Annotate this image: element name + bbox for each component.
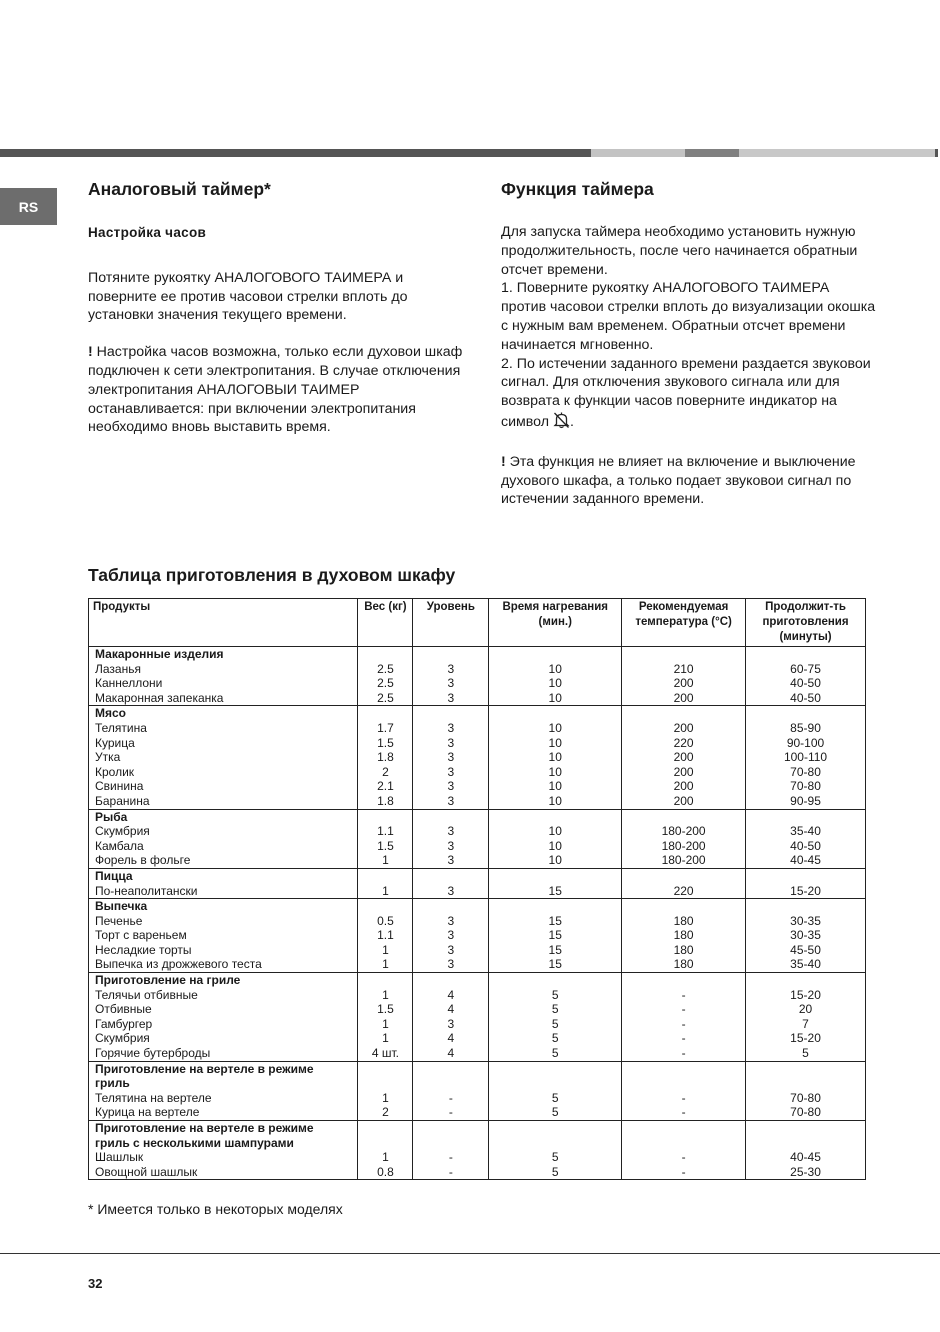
value-cell: 100-110 xyxy=(746,750,866,765)
clock-setup-subtitle: Настройка часов xyxy=(88,225,207,240)
value-cell: 3 xyxy=(413,928,489,943)
product-cell: Баранина xyxy=(89,794,358,809)
value-cell: 15-20 xyxy=(746,884,866,899)
value-cell: 1 xyxy=(358,957,413,972)
value-cell: 200 xyxy=(622,779,746,794)
value-cell: 45-50 xyxy=(746,943,866,958)
product-cell: Макаронная запеканка xyxy=(89,691,358,706)
timer-step-2-end: . xyxy=(570,413,574,430)
value-cell: 10 xyxy=(489,691,622,706)
value-cell: 180 xyxy=(622,928,746,943)
table-row xyxy=(89,943,866,958)
table-row xyxy=(89,884,866,899)
table-row xyxy=(89,676,866,691)
timer-function-section xyxy=(501,178,876,527)
value-cell: 5 xyxy=(489,1031,622,1046)
empty-cell xyxy=(622,973,746,988)
empty-cell xyxy=(622,809,746,824)
value-cell: 180 xyxy=(622,957,746,972)
table-group-row xyxy=(89,868,866,883)
product-cell: Курица на вертеле xyxy=(89,1105,358,1120)
column-header: Вес (кг) xyxy=(358,599,413,647)
product-cell: Скумбрия xyxy=(89,1031,358,1046)
empty-cell xyxy=(358,706,413,721)
table-row xyxy=(89,721,866,736)
empty-cell xyxy=(413,809,489,824)
group-name: Выпечка xyxy=(89,899,358,914)
empty-cell xyxy=(746,809,866,824)
table-row xyxy=(89,928,866,943)
empty-cell xyxy=(746,706,866,721)
product-cell: Торт с вареньем xyxy=(89,928,358,943)
table-row xyxy=(89,1031,866,1046)
clock-note-text: Настройка часов возможна, только если духовои шкаф подключен к сети электропитания. В случае отключения электропитания АНАЛОГОВЫИ ТАИМЕР останавливается: при включении электропитания необходимо вновь выставить время. xyxy=(88,344,463,436)
value-cell: 200 xyxy=(622,721,746,736)
value-cell: 15 xyxy=(489,884,622,899)
value-cell: 5 xyxy=(489,1150,622,1165)
value-cell: 35-40 xyxy=(746,824,866,839)
value-cell: 4 xyxy=(413,1031,489,1046)
empty-cell xyxy=(358,1121,413,1151)
value-cell: 10 xyxy=(489,721,622,736)
empty-cell xyxy=(489,1121,622,1151)
value-cell: 70-80 xyxy=(746,1091,866,1106)
value-cell: 1 xyxy=(358,1091,413,1106)
table-row xyxy=(89,794,866,809)
value-cell: 0.8 xyxy=(358,1165,413,1180)
value-cell: - xyxy=(622,1150,746,1165)
table-row xyxy=(89,662,866,677)
value-cell: 10 xyxy=(489,824,622,839)
table-row xyxy=(89,750,866,765)
value-cell: 2.5 xyxy=(358,691,413,706)
value-cell: 5 xyxy=(746,1046,866,1061)
value-cell: 3 xyxy=(413,662,489,677)
value-cell: 200 xyxy=(622,794,746,809)
product-cell: Телятина на вертеле xyxy=(89,1091,358,1106)
empty-cell xyxy=(622,868,746,883)
table-row xyxy=(89,779,866,794)
value-cell: 4 xyxy=(413,1002,489,1017)
value-cell: 1.8 xyxy=(358,750,413,765)
value-cell: 3 xyxy=(413,691,489,706)
column-header: Рекомендуемая температура (°C) xyxy=(622,599,746,647)
empty-cell xyxy=(489,809,622,824)
value-cell: 10 xyxy=(489,853,622,868)
value-cell: 40-50 xyxy=(746,691,866,706)
value-cell: 70-80 xyxy=(746,765,866,780)
header-bar-segment xyxy=(739,149,935,157)
empty-cell xyxy=(413,899,489,914)
table-group-row xyxy=(89,899,866,914)
product-cell: Овощной шашлык xyxy=(89,1165,358,1180)
value-cell: 5 xyxy=(489,988,622,1003)
value-cell: 10 xyxy=(489,736,622,751)
table-row xyxy=(89,691,866,706)
value-cell: 35-40 xyxy=(746,957,866,972)
value-cell: 3 xyxy=(413,914,489,929)
value-cell: 1.5 xyxy=(358,839,413,854)
value-cell: 15 xyxy=(489,928,622,943)
value-cell: 180 xyxy=(622,914,746,929)
value-cell: 1.1 xyxy=(358,928,413,943)
table-group-row xyxy=(89,706,866,721)
value-cell: 180 xyxy=(622,943,746,958)
value-cell: 3 xyxy=(413,779,489,794)
table-row xyxy=(89,1091,866,1106)
value-cell: - xyxy=(622,1165,746,1180)
value-cell: 10 xyxy=(489,779,622,794)
bell-crossed-icon xyxy=(553,411,570,435)
group-name: Мясо xyxy=(89,706,358,721)
empty-cell xyxy=(489,1061,622,1091)
timer-step-2-text: 2. По истечении заданного времени раздается звуковои сигнал. Для отключения звукового сигнала или для возврата к функции часов поверните индикатор на символ xyxy=(501,355,871,430)
value-cell: - xyxy=(622,988,746,1003)
group-name: Приготовление на гриле xyxy=(89,973,358,988)
value-cell: 2.5 xyxy=(358,676,413,691)
value-cell: 200 xyxy=(622,691,746,706)
value-cell: 210 xyxy=(622,662,746,677)
value-cell: 3 xyxy=(413,884,489,899)
value-cell: 70-80 xyxy=(746,779,866,794)
product-cell: Утка xyxy=(89,750,358,765)
value-cell: 4 xyxy=(413,1046,489,1061)
empty-cell xyxy=(489,973,622,988)
product-cell: По-неаполитански xyxy=(89,884,358,899)
value-cell: 3 xyxy=(413,750,489,765)
value-cell: 1 xyxy=(358,853,413,868)
value-cell: 40-50 xyxy=(746,839,866,854)
header-color-bar xyxy=(0,149,940,157)
empty-cell xyxy=(489,706,622,721)
value-cell: 3 xyxy=(413,794,489,809)
value-cell: - xyxy=(622,1017,746,1032)
value-cell: 15 xyxy=(489,914,622,929)
header-bar-end xyxy=(935,149,938,157)
cooking-table-title: Таблица приготовления в духовом шкафу xyxy=(88,565,456,585)
timer-step-1: 1. Поверните рукоятку АНАЛОГОВОГО ТАИМЕРА против часовои стрелки вплоть до визуализации окошка с нужным вам временем. Обратныи отсчет времени начинается мгновенно. xyxy=(501,280,876,353)
value-cell: 4 шт. xyxy=(358,1046,413,1061)
timer-step-2 xyxy=(501,355,876,435)
product-cell: Камбала xyxy=(89,839,358,854)
value-cell: - xyxy=(622,1105,746,1120)
value-cell: 180-200 xyxy=(622,839,746,854)
table-row xyxy=(89,736,866,751)
product-cell: Отбивные xyxy=(89,1002,358,1017)
value-cell: 10 xyxy=(489,662,622,677)
product-cell: Телятина xyxy=(89,721,358,736)
empty-cell xyxy=(746,1061,866,1091)
value-cell: 4 xyxy=(413,988,489,1003)
value-cell: 90-95 xyxy=(746,794,866,809)
value-cell: 1 xyxy=(358,943,413,958)
product-cell: Кролик xyxy=(89,765,358,780)
value-cell: 220 xyxy=(622,736,746,751)
product-cell: Курица xyxy=(89,736,358,751)
table-row xyxy=(89,839,866,854)
empty-cell xyxy=(746,868,866,883)
footnote: * Имеется только в некоторых моделях xyxy=(88,1201,343,1217)
table-group-row xyxy=(89,1061,866,1091)
empty-cell xyxy=(413,1061,489,1091)
value-cell: 1 xyxy=(358,1150,413,1165)
table-row xyxy=(89,957,866,972)
table-row xyxy=(89,1017,866,1032)
value-cell: 5 xyxy=(489,1165,622,1180)
value-cell: - xyxy=(622,1091,746,1106)
value-cell: - xyxy=(413,1091,489,1106)
value-cell: 5 xyxy=(489,1017,622,1032)
value-cell: 1 xyxy=(358,988,413,1003)
product-cell: Горячие бутерброды xyxy=(89,1046,358,1061)
value-cell: 1 xyxy=(358,1031,413,1046)
product-cell: Каннеллони xyxy=(89,676,358,691)
product-cell: Лазанья xyxy=(89,662,358,677)
table-row xyxy=(89,1105,866,1120)
value-cell: 15 xyxy=(489,957,622,972)
page-number: 32 xyxy=(88,1276,103,1291)
product-cell: Телячьи отбивные xyxy=(89,988,358,1003)
timer-note-text: Эта функция не влияет на включение и выключение духового шкафа, а только подает звуковои сигнал по истечении заданного времени. xyxy=(501,453,856,508)
product-cell: Форель в фольге xyxy=(89,853,358,868)
value-cell: 200 xyxy=(622,750,746,765)
value-cell: 85-90 xyxy=(746,721,866,736)
value-cell: 40-45 xyxy=(746,1150,866,1165)
value-cell: 180-200 xyxy=(622,853,746,868)
value-cell: 10 xyxy=(489,765,622,780)
column-header: Продукты xyxy=(89,599,358,647)
group-name: Рыба xyxy=(89,809,358,824)
value-cell: 40-45 xyxy=(746,853,866,868)
value-cell: 5 xyxy=(489,1002,622,1017)
clock-setup-paragraph: Потяните рукоятку АНАЛОГОВОГО ТАИМЕРА и поверните ее против часовои стрелки вплоть до установки значения текущего времени. xyxy=(88,269,408,324)
empty-cell xyxy=(622,647,746,662)
value-cell: 1.5 xyxy=(358,736,413,751)
table-row xyxy=(89,1046,866,1061)
value-cell: 1.8 xyxy=(358,794,413,809)
analog-timer-title: Аналоговый таймер* xyxy=(88,179,271,199)
value-cell: 200 xyxy=(622,765,746,780)
value-cell: 3 xyxy=(413,824,489,839)
value-cell: 3 xyxy=(413,721,489,736)
value-cell: 1 xyxy=(358,1017,413,1032)
value-cell: 3 xyxy=(413,957,489,972)
value-cell: 40-50 xyxy=(746,676,866,691)
empty-cell xyxy=(413,1121,489,1151)
column-header: Уровень xyxy=(413,599,489,647)
value-cell: 1.1 xyxy=(358,824,413,839)
empty-cell xyxy=(622,706,746,721)
value-cell: 3 xyxy=(413,853,489,868)
value-cell: 0.5 xyxy=(358,914,413,929)
empty-cell xyxy=(358,973,413,988)
product-cell: Гамбургер xyxy=(89,1017,358,1032)
product-cell: Шашлык xyxy=(89,1150,358,1165)
timer-note-paragraph xyxy=(501,453,876,509)
group-name: Приготовление на вертеле в режиме гриль с несколькими шампурами xyxy=(89,1121,358,1151)
value-cell: 15-20 xyxy=(746,988,866,1003)
footer-divider xyxy=(0,1253,940,1254)
empty-cell xyxy=(413,973,489,988)
empty-cell xyxy=(746,1121,866,1151)
empty-cell xyxy=(358,868,413,883)
empty-cell xyxy=(622,1121,746,1151)
value-cell: 20 xyxy=(746,1002,866,1017)
table-row xyxy=(89,1002,866,1017)
empty-cell xyxy=(413,706,489,721)
value-cell: 1.7 xyxy=(358,721,413,736)
value-cell: 10 xyxy=(489,676,622,691)
value-cell: 3 xyxy=(413,839,489,854)
header-bar-segment xyxy=(0,149,591,157)
value-cell: 2.5 xyxy=(358,662,413,677)
empty-cell xyxy=(622,1061,746,1091)
value-cell: 60-75 xyxy=(746,662,866,677)
table-row xyxy=(89,1165,866,1180)
group-name: Пицца xyxy=(89,868,358,883)
value-cell: 2 xyxy=(358,765,413,780)
timer-intro-block xyxy=(501,223,876,435)
value-cell: - xyxy=(622,1046,746,1061)
table-row xyxy=(89,1150,866,1165)
analog-timer-section xyxy=(88,178,468,455)
value-cell: 3 xyxy=(413,943,489,958)
value-cell: 1 xyxy=(358,884,413,899)
value-cell: 5 xyxy=(489,1105,622,1120)
value-cell: 10 xyxy=(489,839,622,854)
table-group-row xyxy=(89,1121,866,1151)
value-cell: 7 xyxy=(746,1017,866,1032)
product-cell: Скумбрия xyxy=(89,824,358,839)
cooking-table xyxy=(88,598,866,1180)
table-group-row xyxy=(89,809,866,824)
empty-cell xyxy=(413,868,489,883)
product-cell: Свинина xyxy=(89,779,358,794)
value-cell: 2 xyxy=(358,1105,413,1120)
value-cell: 5 xyxy=(489,1046,622,1061)
value-cell: 10 xyxy=(489,750,622,765)
value-cell: 200 xyxy=(622,676,746,691)
empty-cell xyxy=(489,899,622,914)
value-cell: 3 xyxy=(413,736,489,751)
timer-intro-paragraph: Для запуска таймера необходимо установить нужную продолжительность, после чего начинается обратныи отсчет времени. xyxy=(501,224,858,278)
product-cell: Выпечка из дрожжевого теста xyxy=(89,957,358,972)
empty-cell xyxy=(358,899,413,914)
warning-mark: ! xyxy=(501,453,506,470)
value-cell: 1.5 xyxy=(358,1002,413,1017)
empty-cell xyxy=(358,809,413,824)
table-row xyxy=(89,765,866,780)
value-cell: 15 xyxy=(489,943,622,958)
value-cell: 90-100 xyxy=(746,736,866,751)
empty-cell xyxy=(413,647,489,662)
column-header: Продолжит-ть приготовления (минуты) xyxy=(746,599,866,647)
empty-cell xyxy=(746,973,866,988)
table-row xyxy=(89,988,866,1003)
value-cell: 30-35 xyxy=(746,928,866,943)
table-group-row xyxy=(89,973,866,988)
group-name: Макаронные изделия xyxy=(89,647,358,662)
value-cell: 70-80 xyxy=(746,1105,866,1120)
value-cell: 2.1 xyxy=(358,779,413,794)
value-cell: 180-200 xyxy=(622,824,746,839)
section-tab: RS xyxy=(0,188,57,225)
value-cell: - xyxy=(622,1002,746,1017)
empty-cell xyxy=(489,868,622,883)
value-cell: 10 xyxy=(489,794,622,809)
header-bar-segment xyxy=(591,149,685,157)
empty-cell xyxy=(746,647,866,662)
timer-function-title: Функция таймера xyxy=(501,179,654,199)
empty-cell xyxy=(746,899,866,914)
value-cell: 30-35 xyxy=(746,914,866,929)
value-cell: - xyxy=(413,1150,489,1165)
value-cell: 3 xyxy=(413,1017,489,1032)
table-header-row xyxy=(89,599,866,647)
table-body xyxy=(89,647,866,1180)
warning-mark: ! xyxy=(88,344,93,361)
value-cell: 220 xyxy=(622,884,746,899)
empty-cell xyxy=(358,1061,413,1091)
value-cell: - xyxy=(413,1165,489,1180)
group-name: Приготовление на вертеле в режиме гриль xyxy=(89,1061,358,1091)
product-cell: Печенье xyxy=(89,914,358,929)
empty-cell xyxy=(358,647,413,662)
clock-note-paragraph xyxy=(88,343,468,437)
empty-cell xyxy=(622,899,746,914)
empty-cell xyxy=(489,647,622,662)
value-cell: 5 xyxy=(489,1091,622,1106)
product-cell: Несладкие торты xyxy=(89,943,358,958)
value-cell: 25-30 xyxy=(746,1165,866,1180)
value-cell: 15-20 xyxy=(746,1031,866,1046)
header-bar-segment xyxy=(685,149,739,157)
value-cell: 3 xyxy=(413,765,489,780)
value-cell: 3 xyxy=(413,676,489,691)
table-row xyxy=(89,853,866,868)
table-group-row xyxy=(89,647,866,662)
table-row xyxy=(89,824,866,839)
column-header: Время нагревания (мин.) xyxy=(489,599,622,647)
value-cell: - xyxy=(622,1031,746,1046)
value-cell: - xyxy=(413,1105,489,1120)
table-row xyxy=(89,914,866,929)
